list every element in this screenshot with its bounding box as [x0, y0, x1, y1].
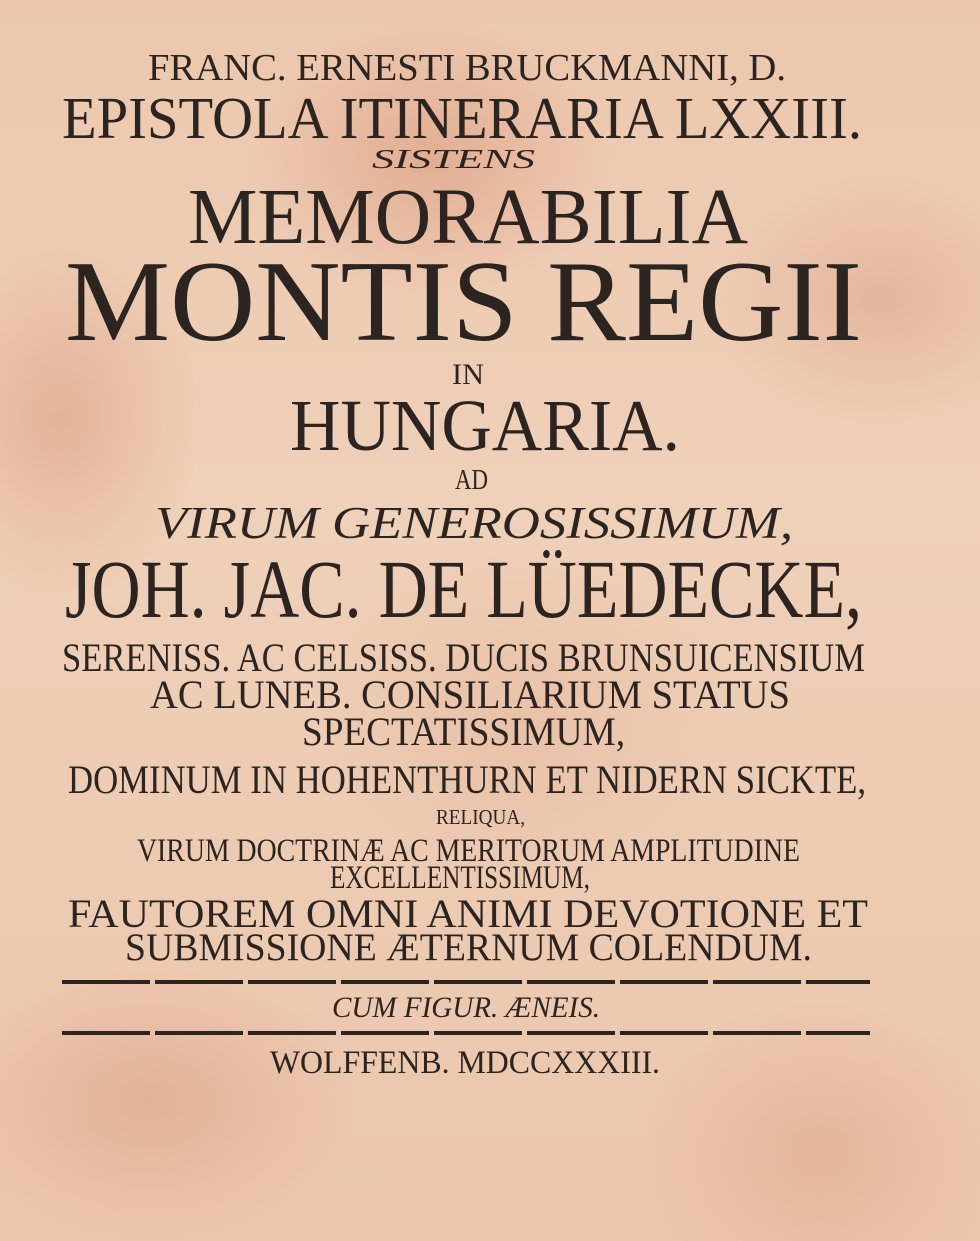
- dedication-line: DOMINUM IN HOHENTHURN ET NIDERN SICKTE,: [68, 757, 866, 802]
- dedication-line: RELIQUA,: [436, 805, 525, 829]
- virum-line: VIRUM GENEROSISSIMUM,: [155, 498, 793, 548]
- dedication-line: SPECTATISSIMUM,: [302, 709, 625, 754]
- dedication-line: VIRUM DOCTRINÆ AC MERITORUM AMPLITUDINE: [137, 833, 800, 869]
- main-title-line1: MEMORABILIA: [188, 174, 748, 261]
- dedication-line: SERENISS. AC CELSISS. DUCIS BRUNSUICENSIUM: [62, 635, 865, 680]
- sistens-line: SISTENS: [372, 144, 535, 174]
- in-line: IN: [452, 358, 484, 391]
- divider-rule: [62, 980, 870, 984]
- place-line: HUNGARIA.: [290, 385, 680, 466]
- work-title: EPISTOLA ITINERARIA LXXIII.: [62, 85, 862, 151]
- main-title-line2: MONTIS REGII: [65, 238, 862, 365]
- dedication-line: SUBMISSIONE ÆTERNUM COLENDUM.: [125, 926, 812, 969]
- dedication-line: EXCELLENTISSIMUM,: [330, 860, 590, 896]
- author-line: FRANC. ERNESTI BRUCKMANNI, D.: [148, 47, 786, 89]
- divider-rule: [62, 1031, 870, 1035]
- ad-line: AD: [455, 464, 488, 496]
- dedication-line: FAUTOREM OMNI ANIMI DEVOTIONE ET: [68, 891, 868, 936]
- dedication-line: AC LUNEB. CONSILIARIUM STATUS: [150, 672, 790, 717]
- imprint-line: WOLFFENB. MDCCXXXIII.: [270, 1045, 660, 1081]
- dedicatee-name: JOH. JAC. DE LÜEDECKE,: [65, 543, 862, 635]
- figures-note: CUM FIGUR. ÆNEIS.: [332, 991, 600, 1024]
